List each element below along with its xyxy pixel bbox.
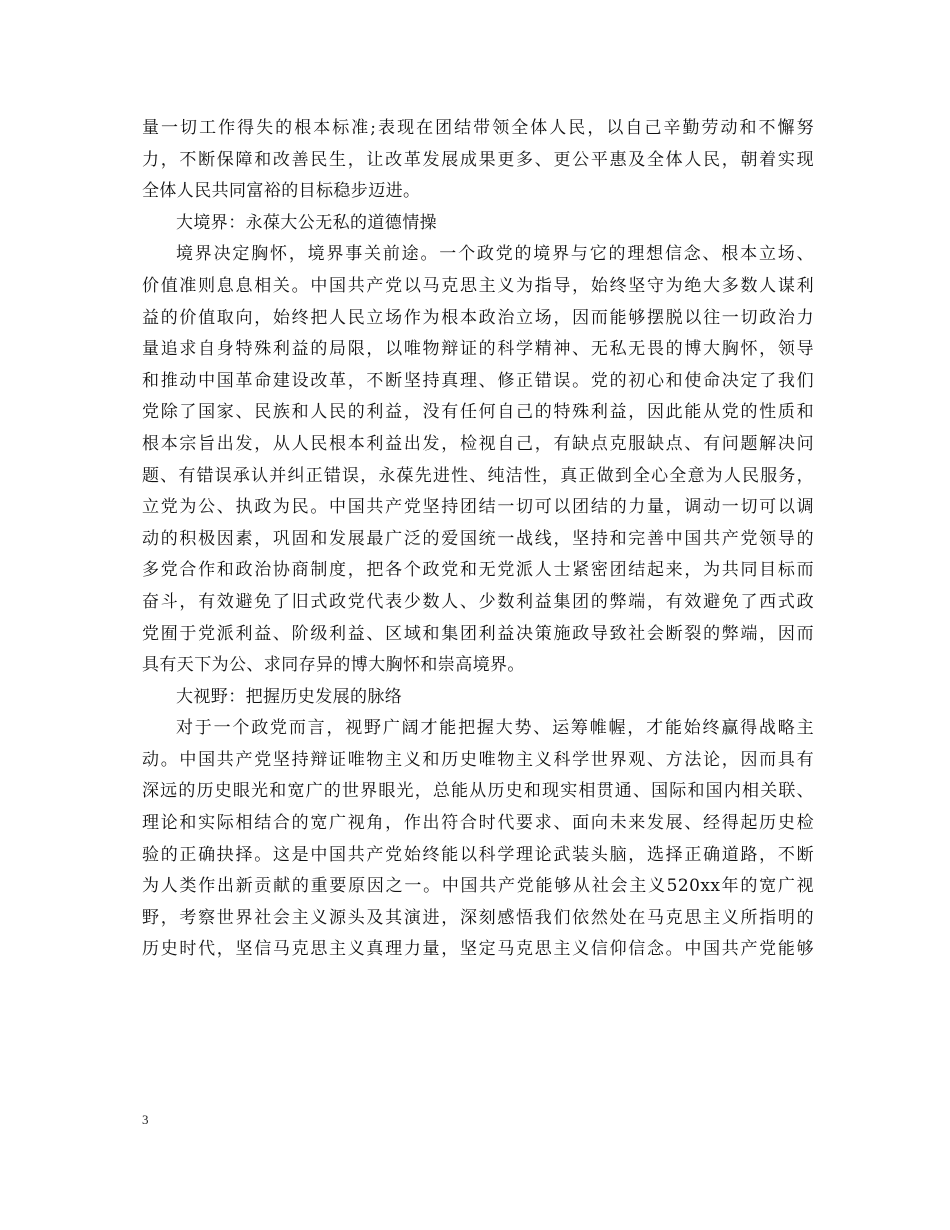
text-line: 境界决定胸怀，境界事关前途。一个政党的境界与它的理想信念、根本立场、 <box>176 244 814 265</box>
text-line: 力，不断保障和改善民生，让改革发展成果更多、更公平惠及全体人民，朝着实现 <box>142 149 814 170</box>
text-line: 益的价值取向，始终把人民立场作为根本政治立场，因而能够摆脱以往一切政治力 <box>142 307 814 328</box>
text-line: 和推动中国革命建设改革，不断坚持真理、修正错误。党的初心和使命决定了我们 <box>142 370 814 391</box>
text-line: 动。中国共产党坚持辩证唯物主义和历史唯物主义科学世界观、方法论，因而具有 <box>142 749 814 770</box>
text-line: 立党为公、执政为民。中国共产党坚持团结一切可以团结的力量，调动一切可以调 <box>142 497 814 518</box>
section-heading: 大境界：永葆大公无私的道德情操 <box>176 212 437 233</box>
text-line: 为人类作出新贡献的重要原因之一。中国共产党能够从社会主义520xx年的宽广视 <box>142 876 814 897</box>
text-line: 对于一个政党而言，视野广阔才能把握大势、运筹帷幄，才能始终赢得战略主 <box>176 718 814 739</box>
text-line: 验的正确抉择。这是中国共产党始终能以科学理论武装头脑，选择正确道路，不断 <box>142 844 814 865</box>
text-line: 具有天下为公、求同存异的博大胸怀和崇高境界。 <box>142 655 525 676</box>
text-line: 奋斗，有效避免了旧式政党代表少数人、少数利益集团的弊端，有效避免了西式政 <box>142 591 814 612</box>
text-line: 动的积极因素，巩固和发展最广泛的爱国统一战线，坚持和完善中国共产党领导的 <box>142 528 814 549</box>
text-line: 野，考察世界社会主义源头及其演进，深刻感悟我们依然处在马克思主义所指明的 <box>142 907 814 928</box>
text-line: 历史时代，坚信马克思主义真理力量，坚定马克思主义信仰信念。中国共产党能够 <box>142 939 814 960</box>
text-line: 根本宗旨出发，从人民根本利益出发，检视自己，有缺点克服缺点、有问题解决问 <box>142 433 814 454</box>
text-line: 党除了国家、民族和人民的利益，没有任何自己的特殊利益，因此能从党的性质和 <box>142 402 814 423</box>
text-line: 党囿于党派利益、阶级利益、区域和集团利益决策施政导致社会断裂的弊端，因而 <box>142 623 814 644</box>
text-line: 量追求自身特殊利益的局限，以唯物辩证的科学精神、无私无畏的博大胸怀，领导 <box>142 339 814 360</box>
text-line: 题、有错误承认并纠正错误，永葆先进性、纯洁性，真正做到全心全意为人民服务， <box>142 465 814 486</box>
text-line: 理论和实际相结合的宽广视角，作出符合时代要求、面向未来发展、经得起历史检 <box>142 813 814 834</box>
text-line: 多党合作和政治协商制度，把各个政党和无党派人士紧密团结起来，为共同目标而 <box>142 560 814 581</box>
body-text <box>142 113 814 966</box>
text-line: 价值准则息息相关。中国共产党以马克思主义为指导，始终坚守为绝大多数人谋利 <box>142 275 814 296</box>
text-line: 量一切工作得失的根本标准;表现在团结带领全体人民，以自己辛勤劳动和不懈努 <box>142 118 814 138</box>
page-number: 3 <box>142 1112 149 1127</box>
text-line: 全体人民共同富裕的目标稳步迈进。 <box>142 181 421 202</box>
section-heading: 大视野：把握历史发展的脉络 <box>176 686 403 707</box>
text-line: 深远的历史眼光和宽广的世界眼光，总能从历史和现实相贯通、国际和国内相关联、 <box>142 781 814 802</box>
